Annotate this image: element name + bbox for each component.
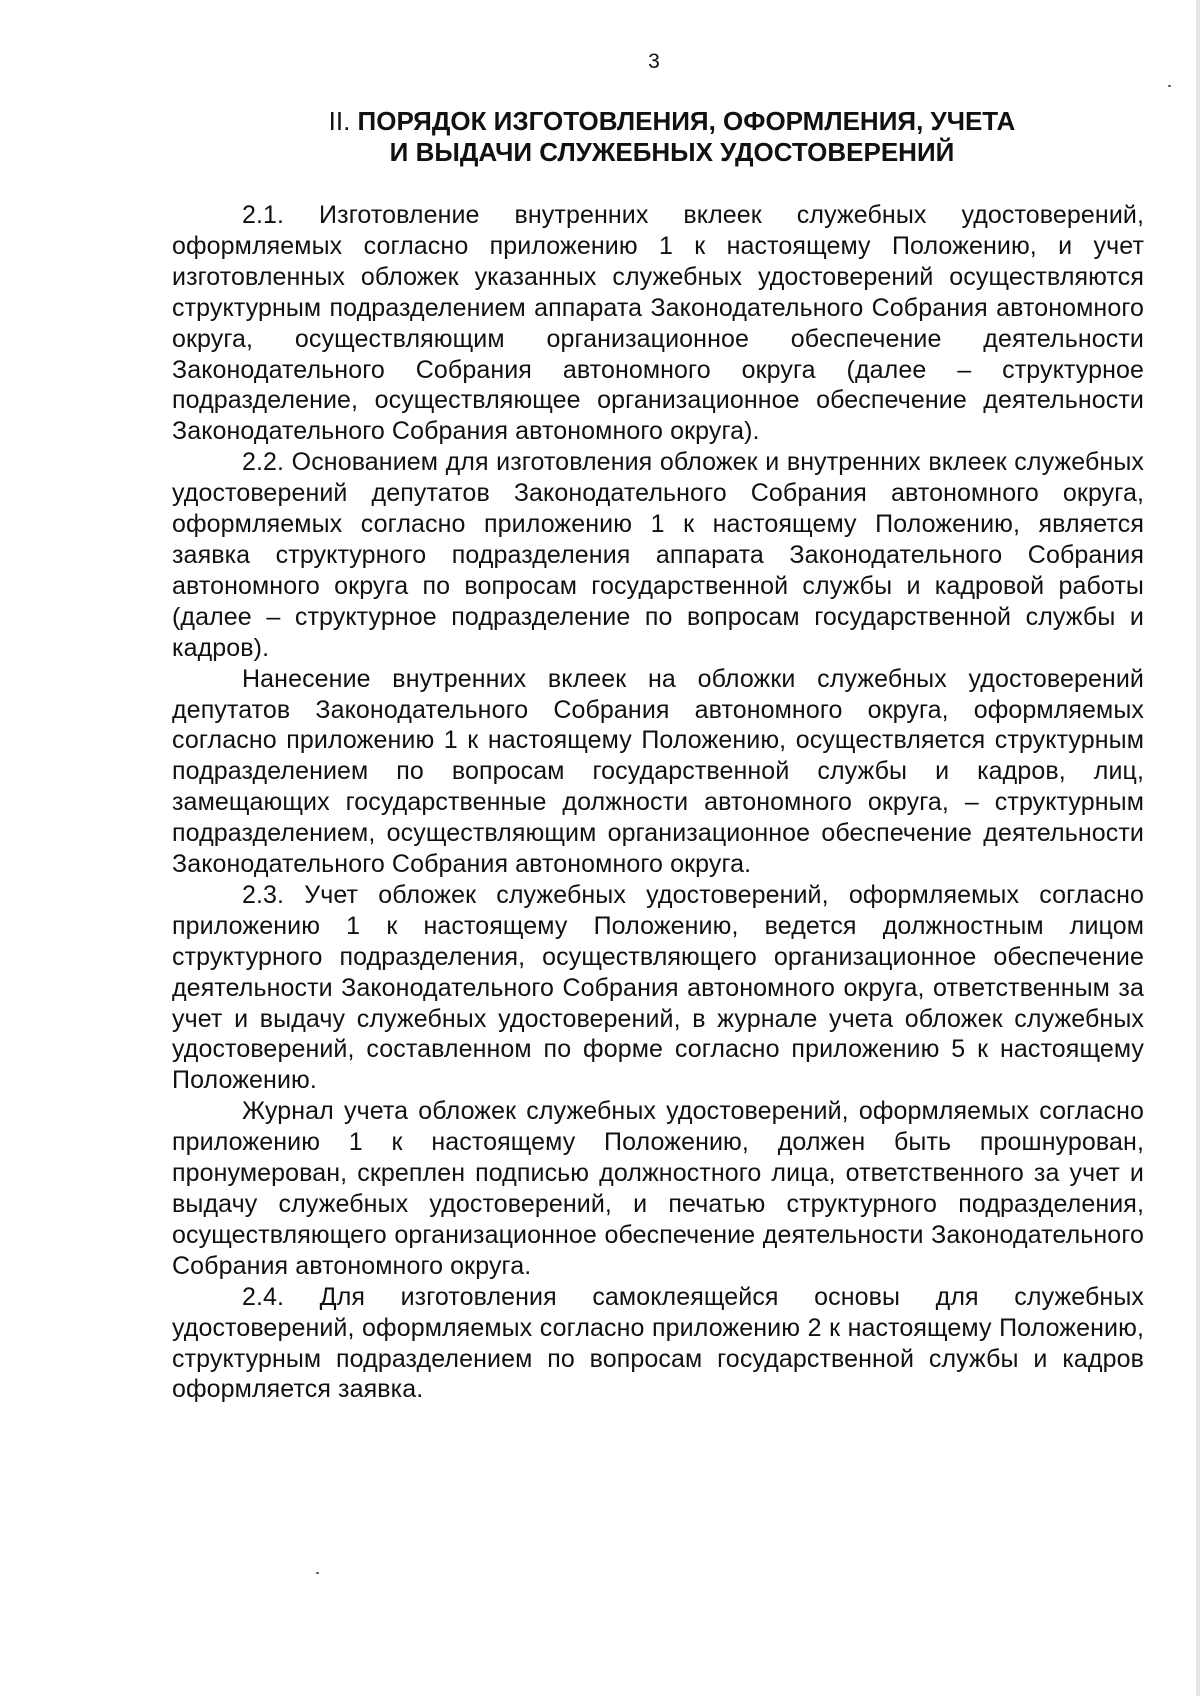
section-heading [172, 106, 1172, 168]
section-heading-line-1 [172, 106, 1172, 137]
scan-edge-artifact [1196, 0, 1200, 1696]
body-text [172, 200, 1144, 1405]
section-roman-numeral: II. [328, 106, 351, 136]
paragraph-2-1: 2.1. Изготовление внутренних вклеек служебных удостоверений, оформляемых согласно приложению 1 к настоящему Положению, и учет изготовленных обложек указанных служебных удостоверений осуществляются структурным подразделением аппарата Законодательного Собрания автономного округа, осуществляющим организационное обеспечение деятельности Законодательного Собрания автономного округа (далее – структурное подразделение, осуществляющее организационное обеспечение деятельности Законодательного Собрания автономного округа). [172, 201, 1144, 446]
page-number: 3 [648, 50, 660, 73]
scan-speck [316, 1572, 319, 1574]
paragraph-2-4: 2.4. Для изготовления самоклеящейся основы для служебных удостоверений, оформляемых согласно приложению 2 к настоящему Положению, структурным подразделением по вопросам государственной службы и кадров оформляется заявка. [172, 1282, 1144, 1404]
section-heading-line-2: И ВЫДАЧИ СЛУЖЕБНЫХ УДОСТОВЕРЕНИЙ [389, 137, 955, 167]
paragraph-2-2-cont: Нанесение внутренних вклеек на обложки служебных удостоверений депутатов Законодательного Собрания автономного округа, оформляемых согласно приложению 1 к настоящему Положению, осуществляется структурным подразделением по вопросам государственной службы и кадров, лиц, замещающих государственные должности автономного округа, – структурным подразделением, осуществляющим организационное обеспечение деятельности Законодательного Собрания автономного округа. [172, 664, 1144, 879]
paragraph-2-2: 2.2. Основанием для изготовления обложек и внутренних вклеек служебных удостоверений депутатов Законодательного Собрания автономного округа, оформляемых согласно приложению 1 к настоящему Положению, является заявка структурного подразделения аппарата Законодательного Собрания автономного округа по вопросам государственной службы и кадровой работы (далее – структурное подразделение по вопросам государственной службы и кадров). [172, 448, 1144, 662]
paragraph-2-3-cont: Журнал учета обложек служебных удостоверений, оформляемых согласно приложению 1 к настоящему Положению, должен быть прошнурован, пронумерован, скреплен подписью должностного лица, ответственного за учет и выдачу служебных удостоверений, и печатью структурного подразделения, осуществляющего организационное обеспечение деятельности Законодательного Собрания автономного округа. [172, 1097, 1144, 1280]
paragraph-2-3: 2.3. Учет обложек служебных удостоверений, оформляемых согласно приложению 1 к настоящему Положению, ведется должностным лицом структурного подразделения, осуществляющего организационное обеспечение деятельности Законодательного Собрания автономного округа, ответственным за учет и выдачу служебных удостоверений, в журнале учета обложек служебных удостоверений, составленном по форме согласно приложению 5 к настоящему Положению. [172, 880, 1144, 1095]
section-heading-title-1: ПОРЯДОК ИЗГОТОВЛЕНИЯ, ОФОРМЛЕНИЯ, УЧЕТА [357, 106, 1016, 136]
scan-speck [1168, 85, 1171, 87]
